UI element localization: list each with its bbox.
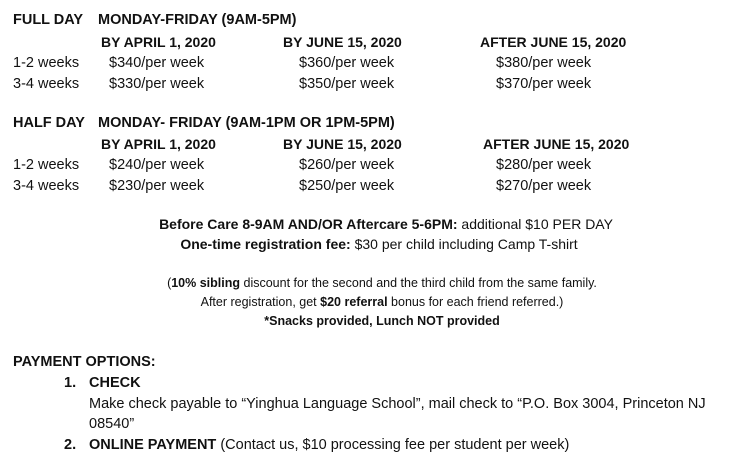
- option1-number: 1.: [64, 375, 77, 391]
- option1-title: CHECK: [89, 375, 141, 391]
- care-line: [0, 217, 752, 231]
- payment-title: PAYMENT OPTIONS:: [13, 354, 156, 370]
- registration-value: $30 per child including Camp T-shirt: [350, 236, 578, 252]
- note-paren: (: [167, 276, 172, 290]
- full-day-row-weeks: 1-2 weeks: [13, 55, 80, 71]
- full-day-row-price: $360/per week: [299, 55, 395, 71]
- sibling-bold: 10% sibling: [171, 276, 241, 290]
- half-day-col-april: BY APRIL 1, 2020: [101, 136, 216, 152]
- full-day-col-june: BY JUNE 15, 2020: [283, 34, 402, 50]
- half-day-row-price: $280/per week: [496, 157, 592, 173]
- full-day-row-price: $370/per week: [496, 76, 592, 92]
- half-day-row-price: $250/per week: [299, 178, 395, 194]
- full-day-row-price: $330/per week: [109, 76, 205, 92]
- option1-line1: Make check payable to “Yinghua Language School”, mail check to “P.O. Box 3004, Princeton NJ: [89, 396, 706, 412]
- care-label: Before Care 8-9AM AND/OR Aftercare 5-6PM:: [159, 216, 458, 232]
- half-day-col-june: BY JUNE 15, 2020: [283, 136, 402, 152]
- half-day-row-price: $230/per week: [109, 178, 205, 194]
- full-day-row-price: $380/per week: [496, 55, 592, 71]
- referral-pre: After registration, get: [200, 295, 321, 309]
- option2-number: 2.: [64, 437, 77, 453]
- referral-note: [0, 296, 752, 309]
- full-day-row-price: $340/per week: [109, 55, 205, 71]
- snacks-note: *Snacks provided, Lunch NOT provided: [264, 314, 500, 328]
- option1-line2: 08540”: [89, 416, 135, 432]
- half-day-label: HALF DAY: [13, 115, 85, 131]
- half-day-row-price: $260/per week: [299, 157, 395, 173]
- half-day-row-price: $240/per week: [109, 157, 205, 173]
- sibling-note: [0, 277, 752, 290]
- full-day-row-price: $350/per week: [299, 76, 395, 92]
- referral-bold: $20 referral: [320, 295, 388, 309]
- care-value: additional $10 PER DAY: [457, 216, 613, 232]
- sibling-rest: discount for the second and the third child from the same family.: [240, 276, 597, 290]
- registration-label: One-time registration fee:: [180, 236, 351, 252]
- full-day-label: FULL DAY: [13, 12, 84, 28]
- full-day-col-april: BY APRIL 1, 2020: [101, 34, 216, 50]
- option2-line: [89, 438, 569, 453]
- full-day-col-after-june: AFTER JUNE 15, 2020: [480, 34, 627, 50]
- half-day-schedule: MONDAY- FRIDAY (9AM-1PM OR 1PM-5PM): [98, 115, 395, 131]
- full-day-row-weeks: 3-4 weeks: [13, 76, 80, 92]
- option2-rest: (Contact us, $10 processing fee per student per week): [216, 437, 570, 453]
- option2-title: ONLINE PAYMENT: [89, 437, 217, 453]
- referral-rest: bonus for each friend referred.): [387, 295, 564, 309]
- half-day-row-price: $270/per week: [496, 178, 592, 194]
- half-day-row-weeks: 1-2 weeks: [13, 157, 80, 173]
- half-day-row-weeks: 3-4 weeks: [13, 178, 80, 194]
- full-day-schedule: MONDAY-FRIDAY (9AM-5PM): [98, 12, 297, 28]
- half-day-col-after-june: AFTER JUNE 15, 2020: [483, 136, 630, 152]
- registration-line: [0, 237, 752, 251]
